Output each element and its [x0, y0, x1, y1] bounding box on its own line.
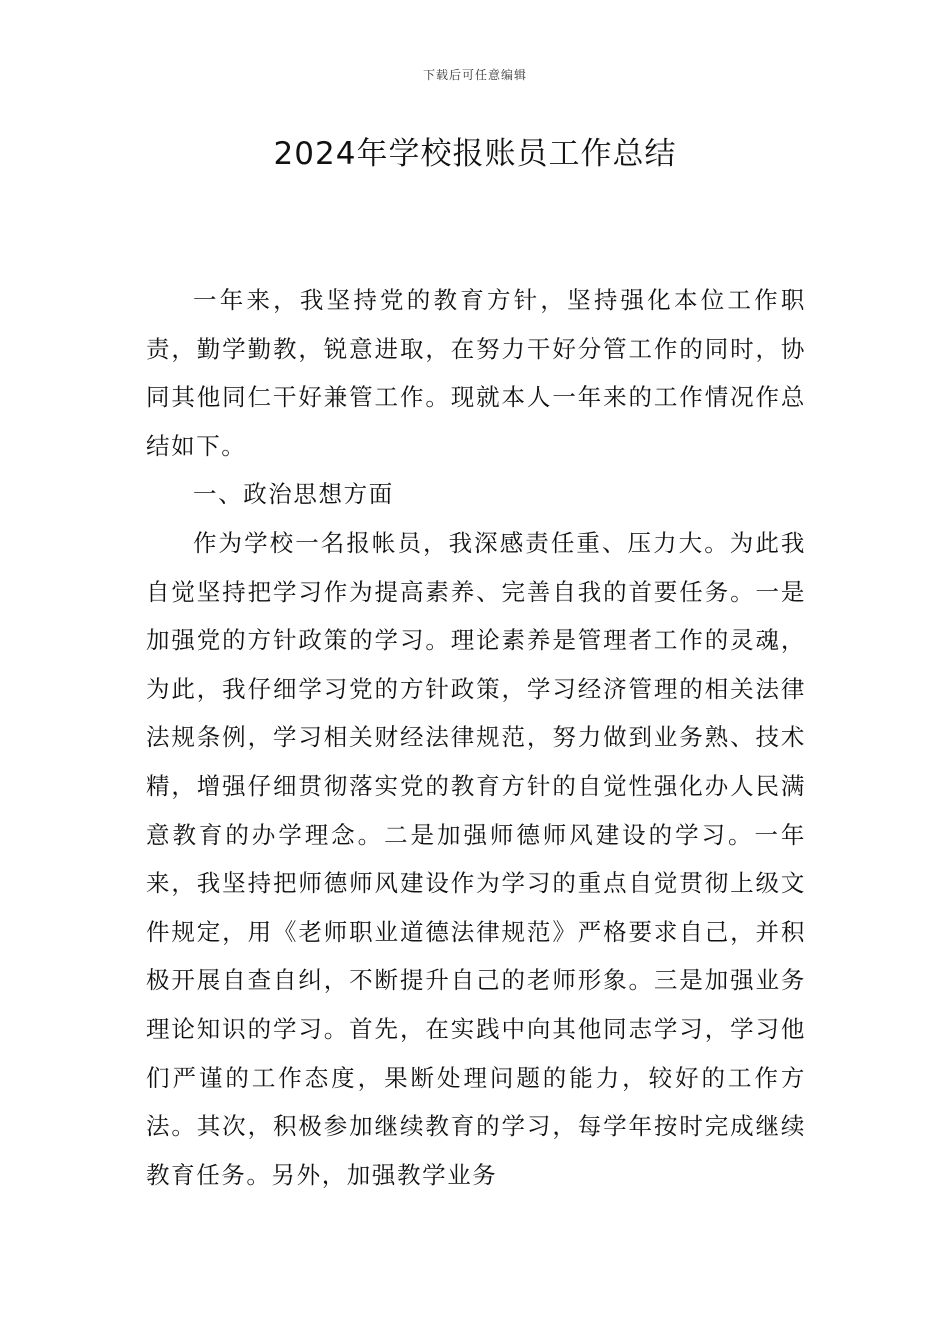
paragraph-intro: 一年来，我坚持党的教育方针，坚持强化本位工作职责，勤学勤教，锐意进取，在努力干好分管工作的同时，协同其他同仁干好兼管工作。现就本人一年来的工作情况作总结如下。 — [146, 286, 806, 460]
document-title: 2024年学校报账员工作总结 — [273, 136, 677, 172]
document-body — [146, 276, 806, 1199]
header-note: 下载后可任意编辑 — [422, 68, 527, 82]
paragraph-political: 作为学校一名报帐员，我深感责任重、压力大。为此我自觉坚持把学习作为提高素养、完善自我的首要任务。一是加强党的方针政策的学习。理论素养是管理者工作的灵魂，为此，我仔细学习党的方针政策，学习经济管理的相关法律法规条例，学习相关财经法律规范，努力做到业务熟、技术精，增强仔细贯彻落实党的教育方针的自觉性强化办人民满意教育的办学理念。二是加强师德师风建设的学习。一年来，我坚持把师德师风建设作为学习的重点自觉贯彻上级文件规定，用《老师职业道德法律规范》严格要求自己，并积极开展自查自纠，不断提升自己的老师形象。三是加强业务理论知识的学习。首先，在实践中向其他同志学习，学习他们严谨的工作态度，果断处理问题的能力，较好的工作方法。其次，积极参加继续教育的学习，每学年按时完成继续教育任务。另外，加强教学业务 — [146, 528, 806, 1189]
section-heading-political: 一、政治思想方面 — [193, 480, 394, 509]
